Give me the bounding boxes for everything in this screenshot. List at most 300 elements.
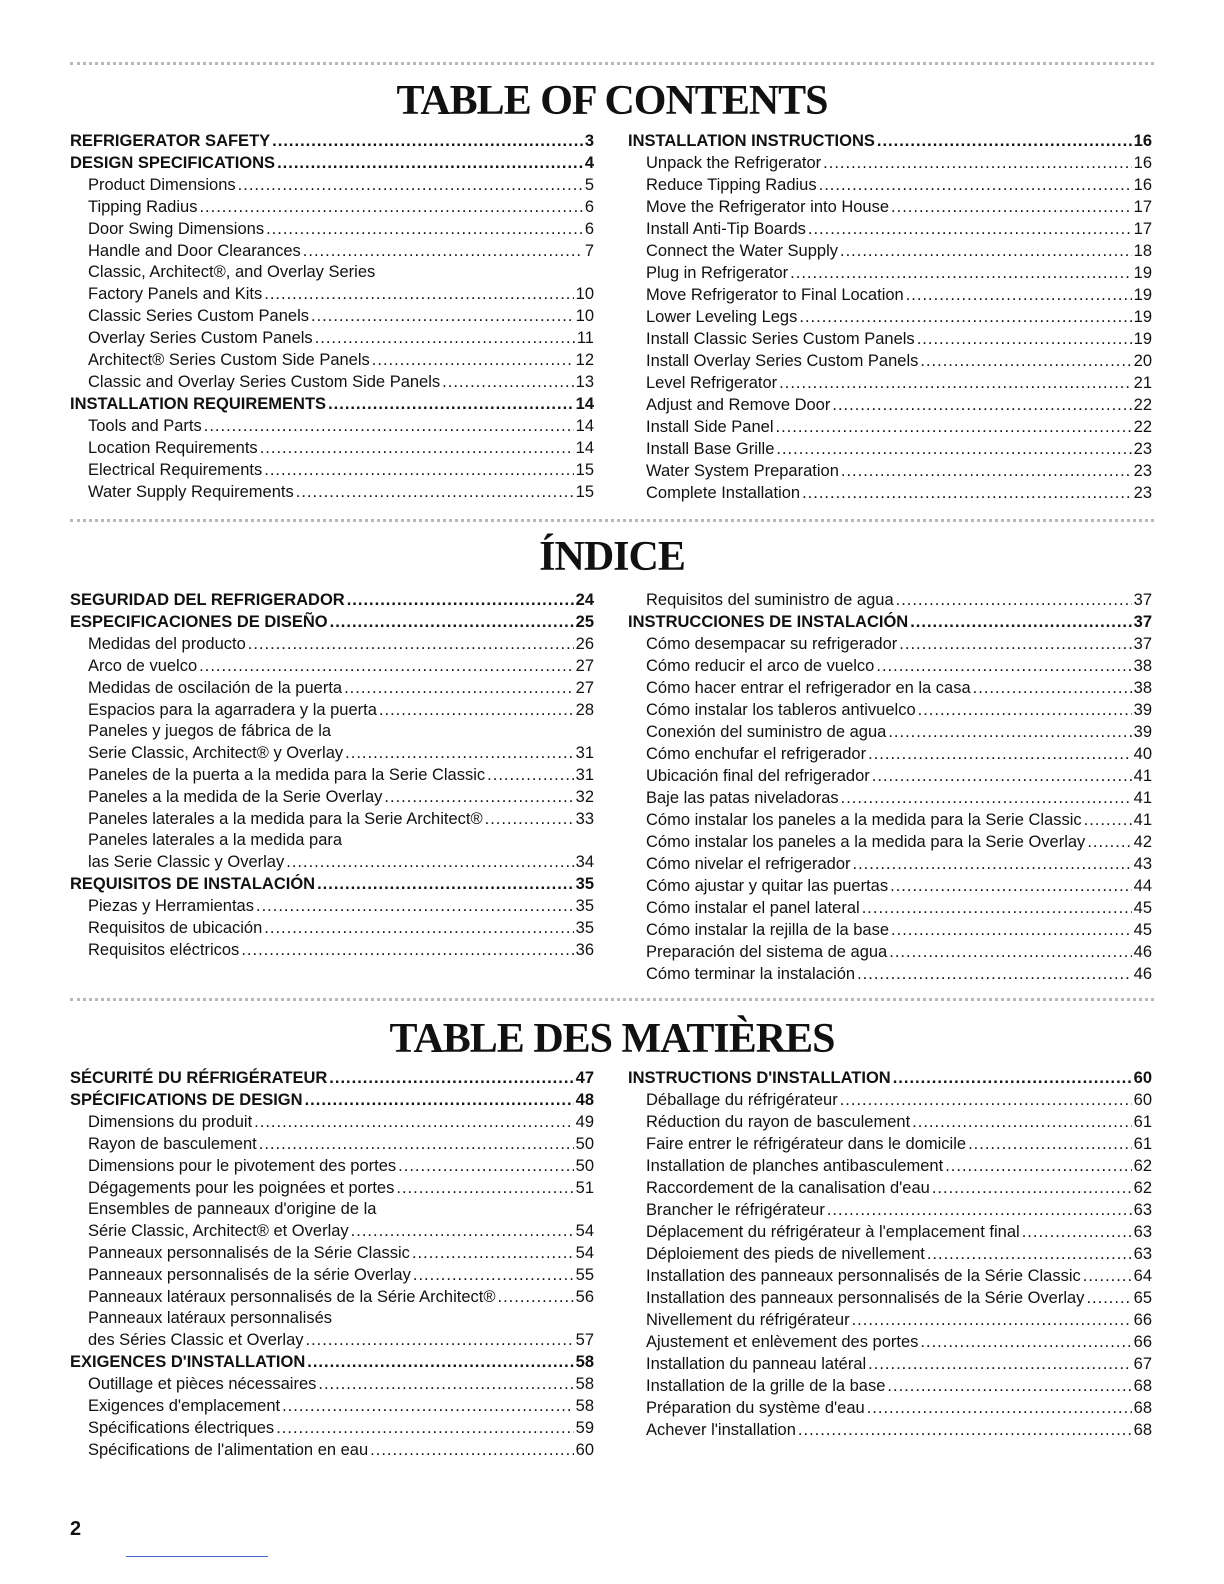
toc-entry[interactable] <box>70 895 594 917</box>
toc-entry-label: Move Refrigerator to Final Location <box>646 286 904 304</box>
toc-page-number: 48 <box>575 1091 594 1109</box>
toc-entry[interactable] <box>628 438 1152 460</box>
toc-entry[interactable] <box>628 1309 1152 1331</box>
toc-entry-label: Piezas y Herramientas <box>88 897 254 915</box>
toc-entry-label: Factory Panels and Kits <box>88 285 263 303</box>
separator-es <box>70 519 1154 522</box>
dot-leader <box>370 1439 573 1461</box>
toc-page-number: 23 <box>1133 440 1152 458</box>
toc-entry[interactable] <box>70 1417 594 1439</box>
toc-entry[interactable] <box>628 1397 1152 1419</box>
toc-page-number: 23 <box>1133 462 1152 480</box>
toc-page-number: 63 <box>1133 1201 1152 1219</box>
toc-page-number: 59 <box>575 1419 594 1437</box>
dot-leader <box>899 633 1131 655</box>
toc-page-number: 34 <box>575 853 594 871</box>
toc-page-number: 31 <box>575 766 594 784</box>
toc-entry[interactable] <box>628 1265 1152 1287</box>
toc-entry[interactable] <box>628 372 1152 394</box>
toc-page-number: 3 <box>584 132 594 150</box>
toc-page-number: 44 <box>1133 877 1152 895</box>
toc-page-number: 68 <box>1133 1377 1152 1395</box>
toc-entry[interactable] <box>70 240 594 262</box>
toc-entry[interactable] <box>628 152 1152 174</box>
toc-page-number: 66 <box>1133 1311 1152 1329</box>
toc-entry-label: Panneaux personnalisés de la Série Classic <box>88 1244 410 1262</box>
toc-entry-label: Dimensions du produit <box>88 1113 253 1131</box>
toc-page-number: 20 <box>1133 352 1152 370</box>
dot-leader <box>303 240 583 262</box>
toc-entry-label: Spécifications de l'alimentation en eau <box>88 1441 369 1459</box>
toc-entry-label: Déplacement du réfrigérateur à l'emplacement final <box>646 1223 1020 1241</box>
dot-leader <box>876 655 1131 677</box>
dot-leader <box>345 742 573 764</box>
dot-leader <box>199 196 582 218</box>
toc-entry[interactable] <box>70 1155 594 1177</box>
toc-entry[interactable] <box>628 765 1152 787</box>
toc-entry[interactable] <box>628 1177 1152 1199</box>
toc-entry-label: Cómo instalar los tableros antivuelco <box>646 701 916 719</box>
toc-page-number: 56 <box>575 1288 594 1306</box>
toc-entry[interactable] <box>628 897 1152 919</box>
toc-entry[interactable] <box>70 218 594 240</box>
toc-entry[interactable] <box>70 1264 594 1286</box>
toc-page-number: 27 <box>575 657 594 675</box>
toc-entry[interactable] <box>628 460 1152 482</box>
toc-entry[interactable] <box>628 1243 1152 1265</box>
toc-entry[interactable] <box>70 1373 594 1395</box>
dot-leader <box>889 941 1131 963</box>
toc-page-number: 12 <box>575 351 594 369</box>
toc-heading-entry[interactable] <box>70 611 594 633</box>
toc-page-number: 65 <box>1133 1289 1152 1307</box>
dot-leader <box>398 1155 573 1177</box>
toc-page-number: 14 <box>575 395 594 413</box>
toc-entry[interactable] <box>628 416 1152 438</box>
toc-entry[interactable] <box>628 875 1152 897</box>
dot-leader <box>872 765 1132 787</box>
toc-entry[interactable] <box>70 1111 594 1133</box>
toc-entry[interactable] <box>70 851 594 873</box>
toc-entry[interactable] <box>70 917 594 939</box>
toc-entry-label: Electrical Requirements <box>88 461 263 479</box>
toc-entry[interactable] <box>628 218 1152 240</box>
toc-entry-label: Dimensions pour le pivotement des portes <box>88 1157 397 1175</box>
toc-entry-label-line: Panneaux latéraux personnalisés <box>88 1309 332 1327</box>
toc-entry[interactable] <box>628 1199 1152 1221</box>
toc-entry-label: Panneaux personnalisés de la série Overlay <box>88 1266 411 1284</box>
toc-entry[interactable] <box>628 1419 1152 1441</box>
toc-entry[interactable] <box>70 655 594 677</box>
dot-leader <box>248 633 574 655</box>
toc-entry-label: Medidas del producto <box>88 635 246 653</box>
toc-page-number: 60 <box>1133 1069 1152 1087</box>
toc-entry-label: Espacios para la agarradera y la puerta <box>88 701 377 719</box>
toc-fr-left <box>70 1067 594 1461</box>
toc-entry-label: Tipping Radius <box>88 198 198 216</box>
toc-page-number: 10 <box>575 285 594 303</box>
toc-fr-right <box>628 1067 1152 1441</box>
toc-page-number: 14 <box>575 417 594 435</box>
toc-entry-label: Preparación del sistema de agua <box>646 943 888 961</box>
toc-es-right <box>628 589 1152 985</box>
dot-leader <box>311 305 574 327</box>
toc-entry-label: Spécifications électriques <box>88 1419 275 1437</box>
toc-page-number: 63 <box>1133 1223 1152 1241</box>
toc-entry[interactable] <box>70 283 594 305</box>
toc-entry[interactable] <box>70 1133 594 1155</box>
toc-page-number: 64 <box>1133 1267 1152 1285</box>
toc-entry[interactable] <box>628 1111 1152 1133</box>
toc-entry[interactable] <box>70 1395 594 1417</box>
dot-leader <box>296 481 574 503</box>
dot-leader <box>396 1177 573 1199</box>
toc-entry[interactable] <box>70 1177 594 1199</box>
dot-leader <box>204 415 574 437</box>
toc-entry-label: Cómo terminar la instalación <box>646 965 856 983</box>
toc-entry-label: Unpack the Refrigerator <box>646 154 822 172</box>
toc-entry[interactable] <box>70 196 594 218</box>
toc-entry[interactable] <box>628 196 1152 218</box>
toc-heading-entry[interactable] <box>70 130 594 152</box>
dot-leader <box>841 460 1132 482</box>
toc-page-number: 39 <box>1133 723 1152 741</box>
toc-page-number: 14 <box>575 439 594 457</box>
dot-leader <box>973 677 1132 699</box>
toc-entry[interactable] <box>628 350 1152 372</box>
dot-leader <box>932 1177 1132 1199</box>
toc-entry[interactable] <box>70 371 594 393</box>
dot-leader <box>259 1133 574 1155</box>
toc-page-number: 37 <box>1133 613 1152 631</box>
toc-page-number: 62 <box>1133 1157 1152 1175</box>
toc-page-number: 15 <box>575 483 594 501</box>
toc-entry[interactable] <box>70 305 594 327</box>
toc-page-number: 58 <box>575 1353 594 1371</box>
toc-page-number: 4 <box>584 154 594 172</box>
toc-entry-label: Outillage et pièces nécessaires <box>88 1375 317 1393</box>
toc-entry-label: INSTALLATION REQUIREMENTS <box>70 395 327 413</box>
dot-leader <box>384 786 573 808</box>
toc-entry-label: EXIGENCES D'INSTALLATION <box>70 1353 306 1371</box>
toc-page-number: 60 <box>1133 1091 1152 1109</box>
toc-entry-label: Panneaux latéraux personnalisés de la Série Architect® <box>88 1288 496 1306</box>
toc-entry-label: REQUISITOS DE INSTALACIÓN <box>70 875 316 893</box>
toc-entry-label: Cómo desempacar su refrigerador <box>646 635 898 653</box>
toc-entry[interactable] <box>628 1287 1152 1309</box>
toc-entry-label: Installation du panneau latéral <box>646 1355 867 1373</box>
toc-page-number: 51 <box>575 1179 594 1197</box>
toc-entry[interactable] <box>628 262 1152 284</box>
dot-leader <box>264 459 573 481</box>
dot-leader <box>318 1373 573 1395</box>
dot-leader <box>372 349 574 371</box>
dot-leader <box>264 917 573 939</box>
toc-entry[interactable] <box>70 1242 594 1264</box>
toc-page-number: 66 <box>1133 1333 1152 1351</box>
toc-entry-label: Architect® Series Custom Side Panels <box>88 351 370 369</box>
toc-page-number: 7 <box>584 242 594 260</box>
toc-entry-label: Préparation du système d'eau <box>646 1399 865 1417</box>
toc-page-number: 18 <box>1133 242 1152 260</box>
toc-page-number: 38 <box>1133 657 1152 675</box>
toc-entry[interactable] <box>628 677 1152 699</box>
dot-leader <box>330 611 574 633</box>
dot-leader <box>790 262 1131 284</box>
toc-entry[interactable] <box>628 306 1152 328</box>
toc-entry[interactable] <box>70 764 594 786</box>
toc-page-number: 16 <box>1133 132 1152 150</box>
toc-entry[interactable] <box>628 174 1152 196</box>
dot-leader <box>277 152 583 174</box>
toc-page-number: 19 <box>1133 330 1152 348</box>
dot-leader <box>442 371 573 393</box>
toc-heading-entry[interactable] <box>70 1089 594 1111</box>
toc-entry-label: REFRIGERATOR SAFETY <box>70 132 271 150</box>
dot-leader <box>891 919 1132 941</box>
toc-entry[interactable] <box>70 939 594 961</box>
toc-page-number: 26 <box>575 635 594 653</box>
toc-entry[interactable] <box>70 459 594 481</box>
toc-heading-entry[interactable] <box>628 1067 1152 1089</box>
toc-entry-label: des Séries Classic et Overlay <box>88 1331 304 1349</box>
toc-entry-label: Déploiement des pieds de nivellement <box>646 1245 925 1263</box>
toc-entry[interactable] <box>628 743 1152 765</box>
toc-entry-label: Serie Classic, Architect® y Overlay <box>88 744 344 762</box>
toc-entry-label: DESIGN SPECIFICATIONS <box>70 154 276 172</box>
dot-leader <box>827 1199 1132 1221</box>
toc-entry[interactable] <box>70 174 594 196</box>
toc-page-number: 68 <box>1133 1399 1152 1417</box>
dot-leader <box>260 437 574 459</box>
toc-entry[interactable] <box>70 699 594 721</box>
toc-entry[interactable] <box>628 1155 1152 1177</box>
toc-entry[interactable] <box>628 963 1152 985</box>
separator-fr <box>70 998 1154 1001</box>
toc-page-number: 41 <box>1133 767 1152 785</box>
toc-page-number: 36 <box>575 941 594 959</box>
toc-entry-label: Dégagements pour les poignées et portes <box>88 1179 395 1197</box>
dot-leader <box>487 764 573 786</box>
toc-entry[interactable] <box>628 853 1152 875</box>
dot-leader <box>968 1133 1132 1155</box>
toc-page-number: 45 <box>1133 899 1152 917</box>
toc-entry[interactable] <box>70 677 594 699</box>
section-title-es: ÍNDICE <box>539 534 685 580</box>
toc-entry-label: Install Classic Series Custom Panels <box>646 330 915 348</box>
toc-page-number: 31 <box>575 744 594 762</box>
toc-page-number: 6 <box>584 220 594 238</box>
toc-page-number: 11 <box>576 329 594 347</box>
toc-entry[interactable] <box>628 1089 1152 1111</box>
dot-leader <box>241 939 573 961</box>
dot-leader <box>305 1089 574 1111</box>
dot-leader <box>1022 1221 1132 1243</box>
toc-entry-label: INSTALLATION INSTRUCTIONS <box>628 132 875 150</box>
toc-entry-label: Cómo reducir el arco de vuelco <box>646 657 875 675</box>
toc-entry[interactable] <box>628 240 1152 262</box>
toc-entry-label: Rayon de basculement <box>88 1135 257 1153</box>
toc-page-number: 16 <box>1133 154 1152 172</box>
dot-leader <box>347 589 574 611</box>
toc-entry[interactable] <box>70 786 594 808</box>
toc-heading-entry[interactable] <box>70 873 594 895</box>
toc-entry[interactable] <box>70 1286 594 1308</box>
toc-entry-label: Plug in Refrigerator <box>646 264 789 282</box>
toc-entry[interactable] <box>628 721 1152 743</box>
toc-entry[interactable] <box>70 481 594 503</box>
toc-entry-label: Door Swing Dimensions <box>88 220 265 238</box>
toc-heading-entry[interactable] <box>70 152 594 174</box>
dot-leader <box>254 1111 573 1133</box>
dot-leader <box>328 393 574 415</box>
dot-leader <box>1084 809 1132 831</box>
toc-heading-entry[interactable] <box>70 1351 594 1373</box>
toc-page-number: 62 <box>1133 1179 1152 1197</box>
toc-entry[interactable] <box>628 809 1152 831</box>
toc-entry-label: Ajustement et enlèvement des portes <box>646 1333 919 1351</box>
toc-entry[interactable] <box>70 327 594 349</box>
dot-leader <box>802 482 1132 504</box>
toc-entry-label: Paneles laterales a la medida para la Serie Architect® <box>88 810 483 828</box>
toc-entry[interactable] <box>70 437 594 459</box>
toc-entry[interactable] <box>628 1375 1152 1397</box>
dot-leader <box>798 1419 1132 1441</box>
toc-entry-label: Installation des panneaux personnalisés de la Série Overlay <box>646 1289 1085 1307</box>
toc-entry-label: INSTRUCCIONES DE INSTALACIÓN <box>628 613 909 631</box>
dot-leader <box>867 1397 1132 1419</box>
toc-page-number: 23 <box>1133 484 1152 502</box>
toc-heading-entry[interactable] <box>628 611 1152 633</box>
toc-page-number: 50 <box>575 1135 594 1153</box>
toc-entry-label: Classic Series Custom Panels <box>88 307 309 325</box>
toc-entry[interactable] <box>628 1353 1152 1375</box>
toc-entry-label: Cómo instalar los paneles a la medida para la Serie Overlay <box>646 833 1086 851</box>
toc-entry-label: Cómo instalar la rejilla de la base <box>646 921 890 939</box>
toc-entry-label-line: Paneles laterales a la medida para <box>88 831 343 849</box>
toc-entry[interactable] <box>628 1331 1152 1353</box>
toc-entry[interactable] <box>628 284 1152 306</box>
toc-entry[interactable] <box>628 633 1152 655</box>
toc-entry-label: Série Classic, Architect® et Overlay <box>88 1222 349 1240</box>
toc-page-number: 61 <box>1133 1135 1152 1153</box>
toc-entry-label: Nivellement du réfrigérateur <box>646 1311 850 1329</box>
section-title-en: TABLE OF CONTENTS <box>396 78 828 124</box>
toc-page-number: 63 <box>1133 1245 1152 1263</box>
toc-entry-label: Cómo enchufar el refrigerador <box>646 745 867 763</box>
toc-page-number: 38 <box>1133 679 1152 697</box>
toc-entry[interactable] <box>70 1329 594 1351</box>
toc-entry-label: Install Side Panel <box>646 418 774 436</box>
toc-page-number: 19 <box>1133 308 1152 326</box>
toc-entry-label: SPÉCIFICATIONS DE DESIGN <box>70 1091 303 1109</box>
toc-entry[interactable] <box>70 415 594 437</box>
toc-page-number: 16 <box>1133 176 1152 194</box>
toc-page-number: 37 <box>1133 591 1152 609</box>
toc-entry-label: Requisitos eléctricos <box>88 941 240 959</box>
toc-entry[interactable] <box>70 349 594 371</box>
dot-leader <box>351 1220 574 1242</box>
toc-entry[interactable] <box>70 742 594 764</box>
toc-heading-entry[interactable] <box>628 130 1152 152</box>
toc-entry-label: Reduce Tipping Radius <box>646 176 817 194</box>
toc-heading-entry[interactable] <box>70 1067 594 1089</box>
dot-leader <box>840 240 1132 262</box>
dot-leader <box>896 589 1132 611</box>
toc-entry-label: Arco de vuelco <box>88 657 198 675</box>
toc-entry[interactable] <box>70 1439 594 1461</box>
dot-leader <box>1087 831 1131 853</box>
toc-entry[interactable] <box>70 633 594 655</box>
toc-entry[interactable] <box>70 1220 594 1242</box>
dot-leader <box>266 218 583 240</box>
toc-entry-label: Faire entrer le réfrigérateur dans le domicile <box>646 1135 967 1153</box>
dot-leader <box>317 873 574 895</box>
toc-entry[interactable] <box>70 808 594 830</box>
toc-entry-label: Installation de planches antibasculement <box>646 1157 944 1175</box>
toc-entry[interactable] <box>628 919 1152 941</box>
toc-entry[interactable] <box>628 328 1152 350</box>
toc-entry[interactable] <box>628 941 1152 963</box>
toc-entry-label: Lower Leveling Legs <box>646 308 798 326</box>
toc-entry[interactable] <box>628 394 1152 416</box>
dot-leader <box>199 655 573 677</box>
dot-leader <box>344 677 574 699</box>
toc-entry[interactable] <box>628 589 1152 611</box>
toc-entry[interactable] <box>628 655 1152 677</box>
toc-entry-label: ESPECIFICACIONES DE DISEÑO <box>70 613 328 631</box>
toc-entry-label-line: Paneles y juegos de fábrica de la <box>88 722 332 740</box>
dot-leader <box>306 1329 574 1351</box>
dot-leader <box>779 372 1131 394</box>
toc-entry-label: Cómo hacer entrar el refrigerador en la casa <box>646 679 971 697</box>
toc-entry-label: Install Anti-Tip Boards <box>646 220 806 238</box>
toc-entry[interactable] <box>628 1133 1152 1155</box>
toc-page-number: 28 <box>575 701 594 719</box>
toc-entry[interactable] <box>628 787 1152 809</box>
toc-entry-label: Cómo instalar los paneles a la medida para la Serie Classic <box>646 811 1082 829</box>
toc-heading-entry[interactable] <box>70 393 594 415</box>
dot-leader <box>927 1243 1132 1265</box>
toc-entry-label: Requisitos del suministro de agua <box>646 591 894 609</box>
dot-leader <box>379 699 574 721</box>
toc-page-number: 33 <box>575 810 594 828</box>
toc-entry-label: SEGURIDAD DEL REFRIGERADOR <box>70 591 345 609</box>
dot-leader <box>412 1242 574 1264</box>
toc-entry[interactable] <box>628 831 1152 853</box>
dot-leader <box>276 1417 573 1439</box>
toc-entry-label: Complete Installation <box>646 484 801 502</box>
toc-page-number: 42 <box>1133 833 1152 851</box>
toc-page-number: 46 <box>1133 943 1152 961</box>
dot-leader <box>819 174 1132 196</box>
dot-leader <box>307 1351 573 1373</box>
dot-leader <box>910 611 1131 633</box>
toc-entry-label: Water System Preparation <box>646 462 839 480</box>
toc-entry[interactable] <box>628 699 1152 721</box>
toc-entry-label: SÉCURITÉ DU RÉFRIGÉRATEUR <box>70 1069 328 1087</box>
dot-leader <box>877 130 1132 152</box>
toc-heading-entry[interactable] <box>70 589 594 611</box>
dot-leader <box>841 787 1132 809</box>
dot-leader <box>808 218 1132 240</box>
toc-page-number: 35 <box>575 919 594 937</box>
toc-entry[interactable] <box>628 1221 1152 1243</box>
toc-entry-label: Ubicación final del refrigerador <box>646 767 870 785</box>
dot-leader <box>891 196 1132 218</box>
dot-leader <box>776 438 1131 460</box>
toc-entry[interactable] <box>628 482 1152 504</box>
